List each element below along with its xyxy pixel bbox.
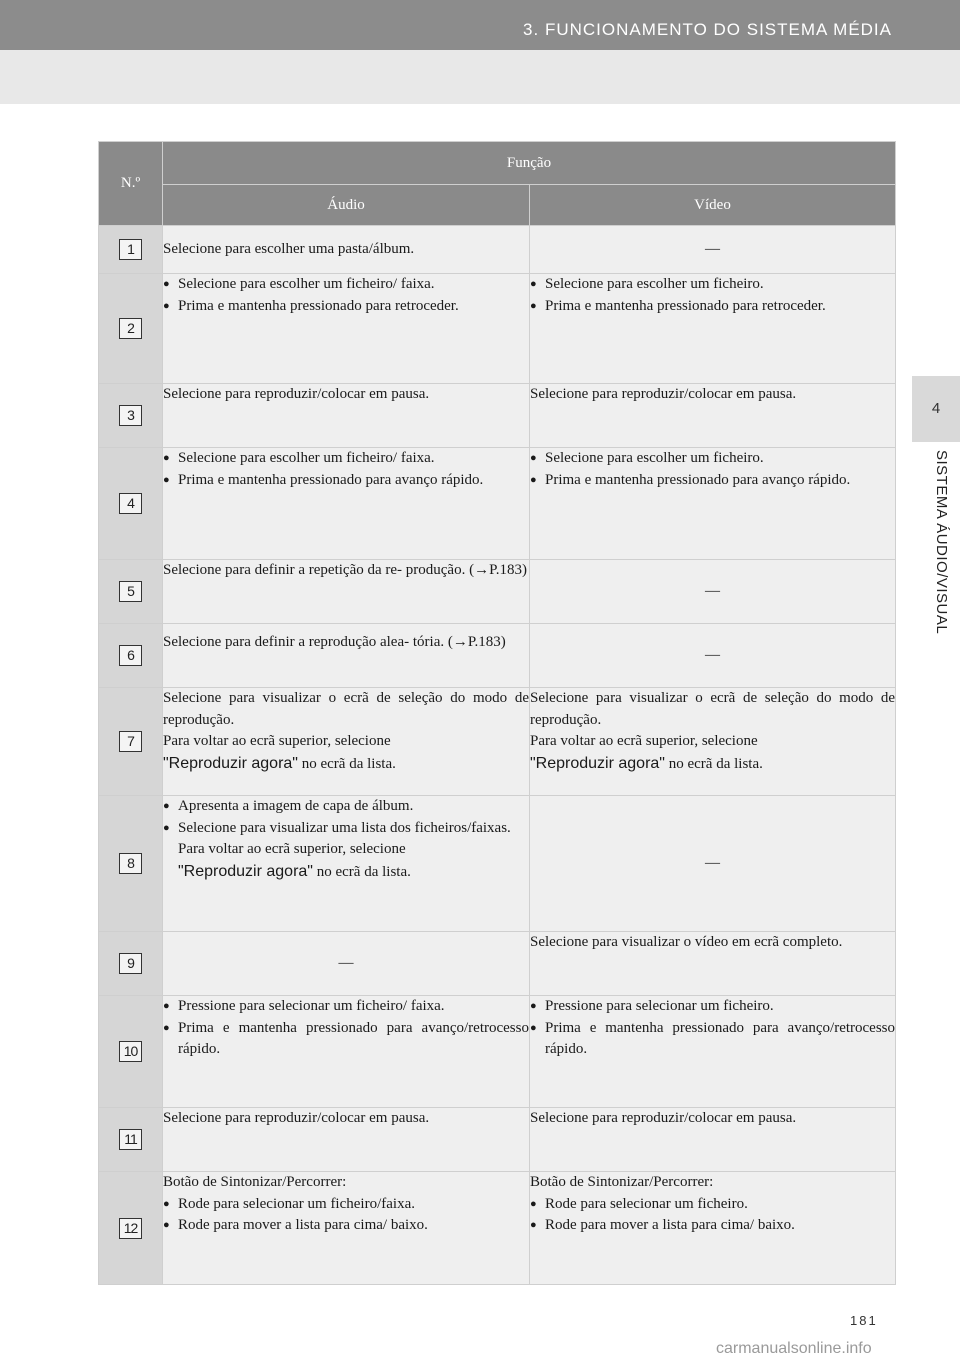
row-number-box: 8: [119, 853, 142, 874]
audio-text: Para voltar ao ecrã superior, selecione: [163, 733, 391, 749]
row-number-box: 3: [119, 405, 142, 426]
video-bullet: ● Prima e mantenha pressionado para avanço/retrocesso rápido.: [530, 1018, 895, 1061]
video-text: Selecione para visualizar o ecrã de seleção do modo de reprodução.: [530, 690, 896, 728]
empty-dash: —: [705, 582, 720, 599]
chapter-number: 4: [931, 400, 941, 417]
video-text: Selecione para reproduzir/colocar em pausa.: [530, 386, 797, 402]
video-text: Selecione para visualizar o vídeo em ecrã completo.: [530, 934, 843, 950]
audio-text: Selecione para visualizar o ecrã de seleção do modo de reprodução.: [163, 690, 529, 728]
video-bullet: ● Prima e mantenha pressionado para retroceder.: [530, 296, 895, 318]
chapter-side-label: SISTEMA ÁUDIO/VISUAL: [933, 450, 950, 635]
audio-text: Selecione para escolher uma pasta/álbum.: [163, 240, 415, 257]
video-bullet: ● Rode para mover a lista para cima/ baixo.: [530, 1215, 895, 1237]
audio-text: no ecrã da lista.: [297, 755, 396, 772]
row-number-box: 11: [119, 1129, 142, 1150]
row-number-box: 2: [119, 318, 142, 339]
audio-bullet: ● Selecione para escolher um ficheiro/ faixa.: [163, 274, 529, 296]
table-row: [99, 384, 896, 448]
table-row: [99, 1172, 896, 1285]
audio-text: Botão de Sintonizar/Percorrer:: [163, 1174, 347, 1190]
audio-bullet: ● Rode para selecionar um ficheiro/faixa.: [163, 1194, 529, 1216]
table-row: [99, 448, 896, 560]
audio-text: Selecione para definir a reprodução alea- tória. (→P.183): [163, 634, 506, 650]
audio-text: no ecrã da lista.: [312, 863, 411, 880]
table-row: [99, 560, 896, 624]
reproduzir-agora-label: "Reproduzir agora": [163, 754, 298, 772]
table-row: [99, 624, 896, 688]
video-bullet: ● Selecione para escolher um ficheiro.: [530, 274, 895, 296]
audio-text: Selecione para reproduzir/colocar em pausa.: [163, 386, 430, 402]
watermark-text[interactable]: carmanualsonline.info: [716, 1340, 872, 1357]
row-number-box: 6: [119, 645, 142, 666]
empty-dash: —: [705, 646, 720, 663]
audio-bullet: ● Selecione para escolher um ficheiro/ faixa.: [163, 448, 529, 470]
col-header-audio: Áudio: [163, 185, 530, 226]
reproduzir-agora-label: "Reproduzir agora": [530, 754, 665, 772]
row-number-box: 1: [119, 239, 142, 260]
row-number-box: 12: [119, 1218, 142, 1239]
audio-text: Selecione para reproduzir/colocar em pausa.: [163, 1110, 430, 1126]
audio-bullet: ● Prima e mantenha pressionado para retroceder.: [163, 296, 529, 318]
header-subbar: [0, 50, 960, 104]
col-header-no: N.º: [99, 142, 163, 226]
audio-bullet: ● Selecione para visualizar uma lista dos ficheiros/faixas.: [163, 818, 529, 840]
empty-dash: —: [705, 854, 720, 871]
audio-text: Para voltar ao ecrã superior, selecione: [178, 841, 406, 857]
video-text: no ecrã da lista.: [664, 755, 763, 772]
audio-bullet: ● Prima e mantenha pressionado para avanço rápido.: [163, 470, 529, 492]
audio-bullet: ● Rode para mover a lista para cima/ baixo.: [163, 1215, 529, 1237]
header-bar: [0, 0, 960, 50]
video-bullet: ● Pressione para selecionar um ficheiro.: [530, 996, 895, 1018]
video-bullet: ● Rode para selecionar um ficheiro.: [530, 1194, 895, 1216]
row-number-box: 9: [119, 953, 142, 974]
chapter-title: 3. FUNCIONAMENTO DO SISTEMA MÉDIA: [523, 20, 892, 39]
video-text: Selecione para reproduzir/colocar em pausa.: [530, 1110, 797, 1126]
table-row: [99, 796, 896, 932]
page-number: 181: [850, 1313, 878, 1328]
table-row: [99, 688, 896, 796]
function-table: [98, 141, 896, 1285]
col-header-video: Vídeo: [530, 185, 896, 226]
row-number-box: 10: [119, 1041, 142, 1062]
row-number-box: 5: [119, 581, 142, 602]
audio-bullet: ● Pressione para selecionar um ficheiro/ faixa.: [163, 996, 529, 1018]
audio-bullet: ● Apresenta a imagem de capa de álbum.: [163, 796, 529, 818]
row-number-box: 7: [119, 731, 142, 752]
video-bullet: ● Prima e mantenha pressionado para avanço rápido.: [530, 470, 895, 492]
table-row: [99, 996, 896, 1108]
empty-dash: —: [338, 954, 354, 971]
video-text: Para voltar ao ecrã superior, selecione: [530, 733, 758, 749]
chapter-tab: [912, 376, 960, 442]
table-row: [99, 932, 896, 996]
col-header-function: Função: [163, 142, 896, 185]
video-bullet: ● Selecione para escolher um ficheiro.: [530, 448, 895, 470]
table-row: [99, 226, 896, 274]
table-row: [99, 1108, 896, 1172]
empty-dash: —: [705, 240, 720, 257]
video-text: Botão de Sintonizar/Percorrer:: [530, 1174, 714, 1190]
table-row: [99, 274, 896, 384]
audio-text: Selecione para definir a repetição da re- produção. (→P.183): [163, 562, 528, 578]
audio-bullet: ● Prima e mantenha pressionado para avanço/retrocesso rápido.: [163, 1018, 529, 1061]
row-number-box: 4: [119, 493, 142, 514]
reproduzir-agora-label: "Reproduzir agora": [178, 862, 313, 880]
